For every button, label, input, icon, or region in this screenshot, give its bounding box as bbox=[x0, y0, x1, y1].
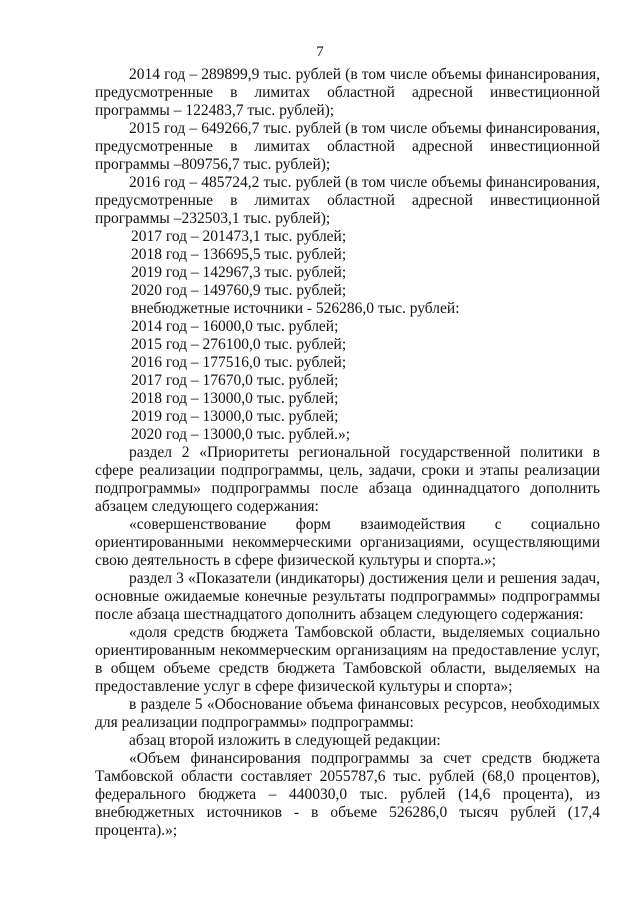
line-extra-2020: 2020 год – 13000,0 тыс. рублей.»; bbox=[131, 426, 351, 443]
paragraph-2014-funding: 2014 год – 289899,9 тыс. рублей (в том числе объемы финансирования, предусмотренные в лимитах областной адресной инвестиционной программы – 122483,7 тыс. рублей); bbox=[95, 66, 600, 119]
paragraph-section-3: раздел 3 «Показатели (индикаторы) достижения цели и решения задач, основные ожидаемые конечные результаты подпрограммы» подпрограммы после абзаца шестнадцатого дополнить абзацем следующего содержания: bbox=[95, 570, 600, 623]
line-extra-2018: 2018 год – 13000,0 тыс. рублей; bbox=[131, 390, 339, 407]
paragraph-2016-funding: 2016 год – 485724,2 тыс. рублей (в том числе объемы финансирования, предусмотренные в лимитах областной адресной инвестиционной программы –232503,1 тыс. рублей); bbox=[95, 174, 600, 227]
line-2019: 2019 год – 142967,3 тыс. рублей; bbox=[131, 264, 347, 281]
line-extra-2016: 2016 год – 177516,0 тыс. рублей; bbox=[131, 354, 347, 371]
line-extra-2017: 2017 год – 17670,0 тыс. рублей; bbox=[131, 372, 339, 389]
line-2020: 2020 год – 149760,9 тыс. рублей; bbox=[131, 282, 347, 299]
line-extrabudgetary-total: внебюджетные источники - 526286,0 тыс. рублей: bbox=[131, 300, 460, 317]
line-2018: 2018 год – 136695,5 тыс. рублей; bbox=[131, 246, 347, 263]
line-extra-2019: 2019 год – 13000,0 тыс. рублей; bbox=[131, 408, 339, 425]
page-number: 7 bbox=[316, 44, 324, 60]
line-extra-2015: 2015 год – 276100,0 тыс. рублей; bbox=[131, 336, 347, 353]
paragraph-section-2: раздел 2 «Приоритеты региональной государственной политики в сфере реализации подпрограммы, цель, задачи, сроки и этапы реализации подпрограммы» подпрограммы после абзаца одиннадцатого дополнить абзацем следующего содержания: bbox=[95, 444, 600, 515]
paragraph-section-5-quote: «Объем финансирования подпрограммы за счет средств бюджета Тамбовской области составляет 2055787,6 тыс. рублей (68,0 процентов), федерального бюджета – 440030,0 тыс. рублей (14,6 процента), из внебюджетных источников - в объеме 526286,0 тысяч рублей (17,4 процента).»; bbox=[95, 750, 600, 839]
line-2017: 2017 год – 201473,1 тыс. рублей; bbox=[131, 228, 347, 245]
paragraph-2015-funding: 2015 год – 649266,7 тыс. рублей (в том числе объемы финансирования, предусмотренные в лимитах областной адресной инвестиционной программы –809756,7 тыс. рублей); bbox=[95, 120, 600, 173]
document-body bbox=[95, 66, 600, 840]
paragraph-section-2-quote: «совершенствование форм взаимодействия с социально ориентированными некоммерческими организациями, осуществляющими свою деятельность в сфере физической культуры и спорта.»; bbox=[95, 516, 600, 569]
paragraph-section-3-quote: «доля средств бюджета Тамбовской области, выделяемых социально ориентированным некоммерческим организациям на предоставление услуг, в общем объеме средств бюджета Тамбовской области, выделяемых на предоставление услуг в сфере физической культуры и спорта»; bbox=[95, 624, 600, 695]
paragraph-section-5-instruction: абзац второй изложить в следующей редакции: bbox=[129, 732, 441, 749]
line-extra-2014: 2014 год – 16000,0 тыс. рублей; bbox=[131, 318, 339, 335]
paragraph-section-5: в разделе 5 «Обоснование объема финансовых ресурсов, необходимых для реализации подпрограммы» подпрограммы: bbox=[95, 696, 600, 731]
